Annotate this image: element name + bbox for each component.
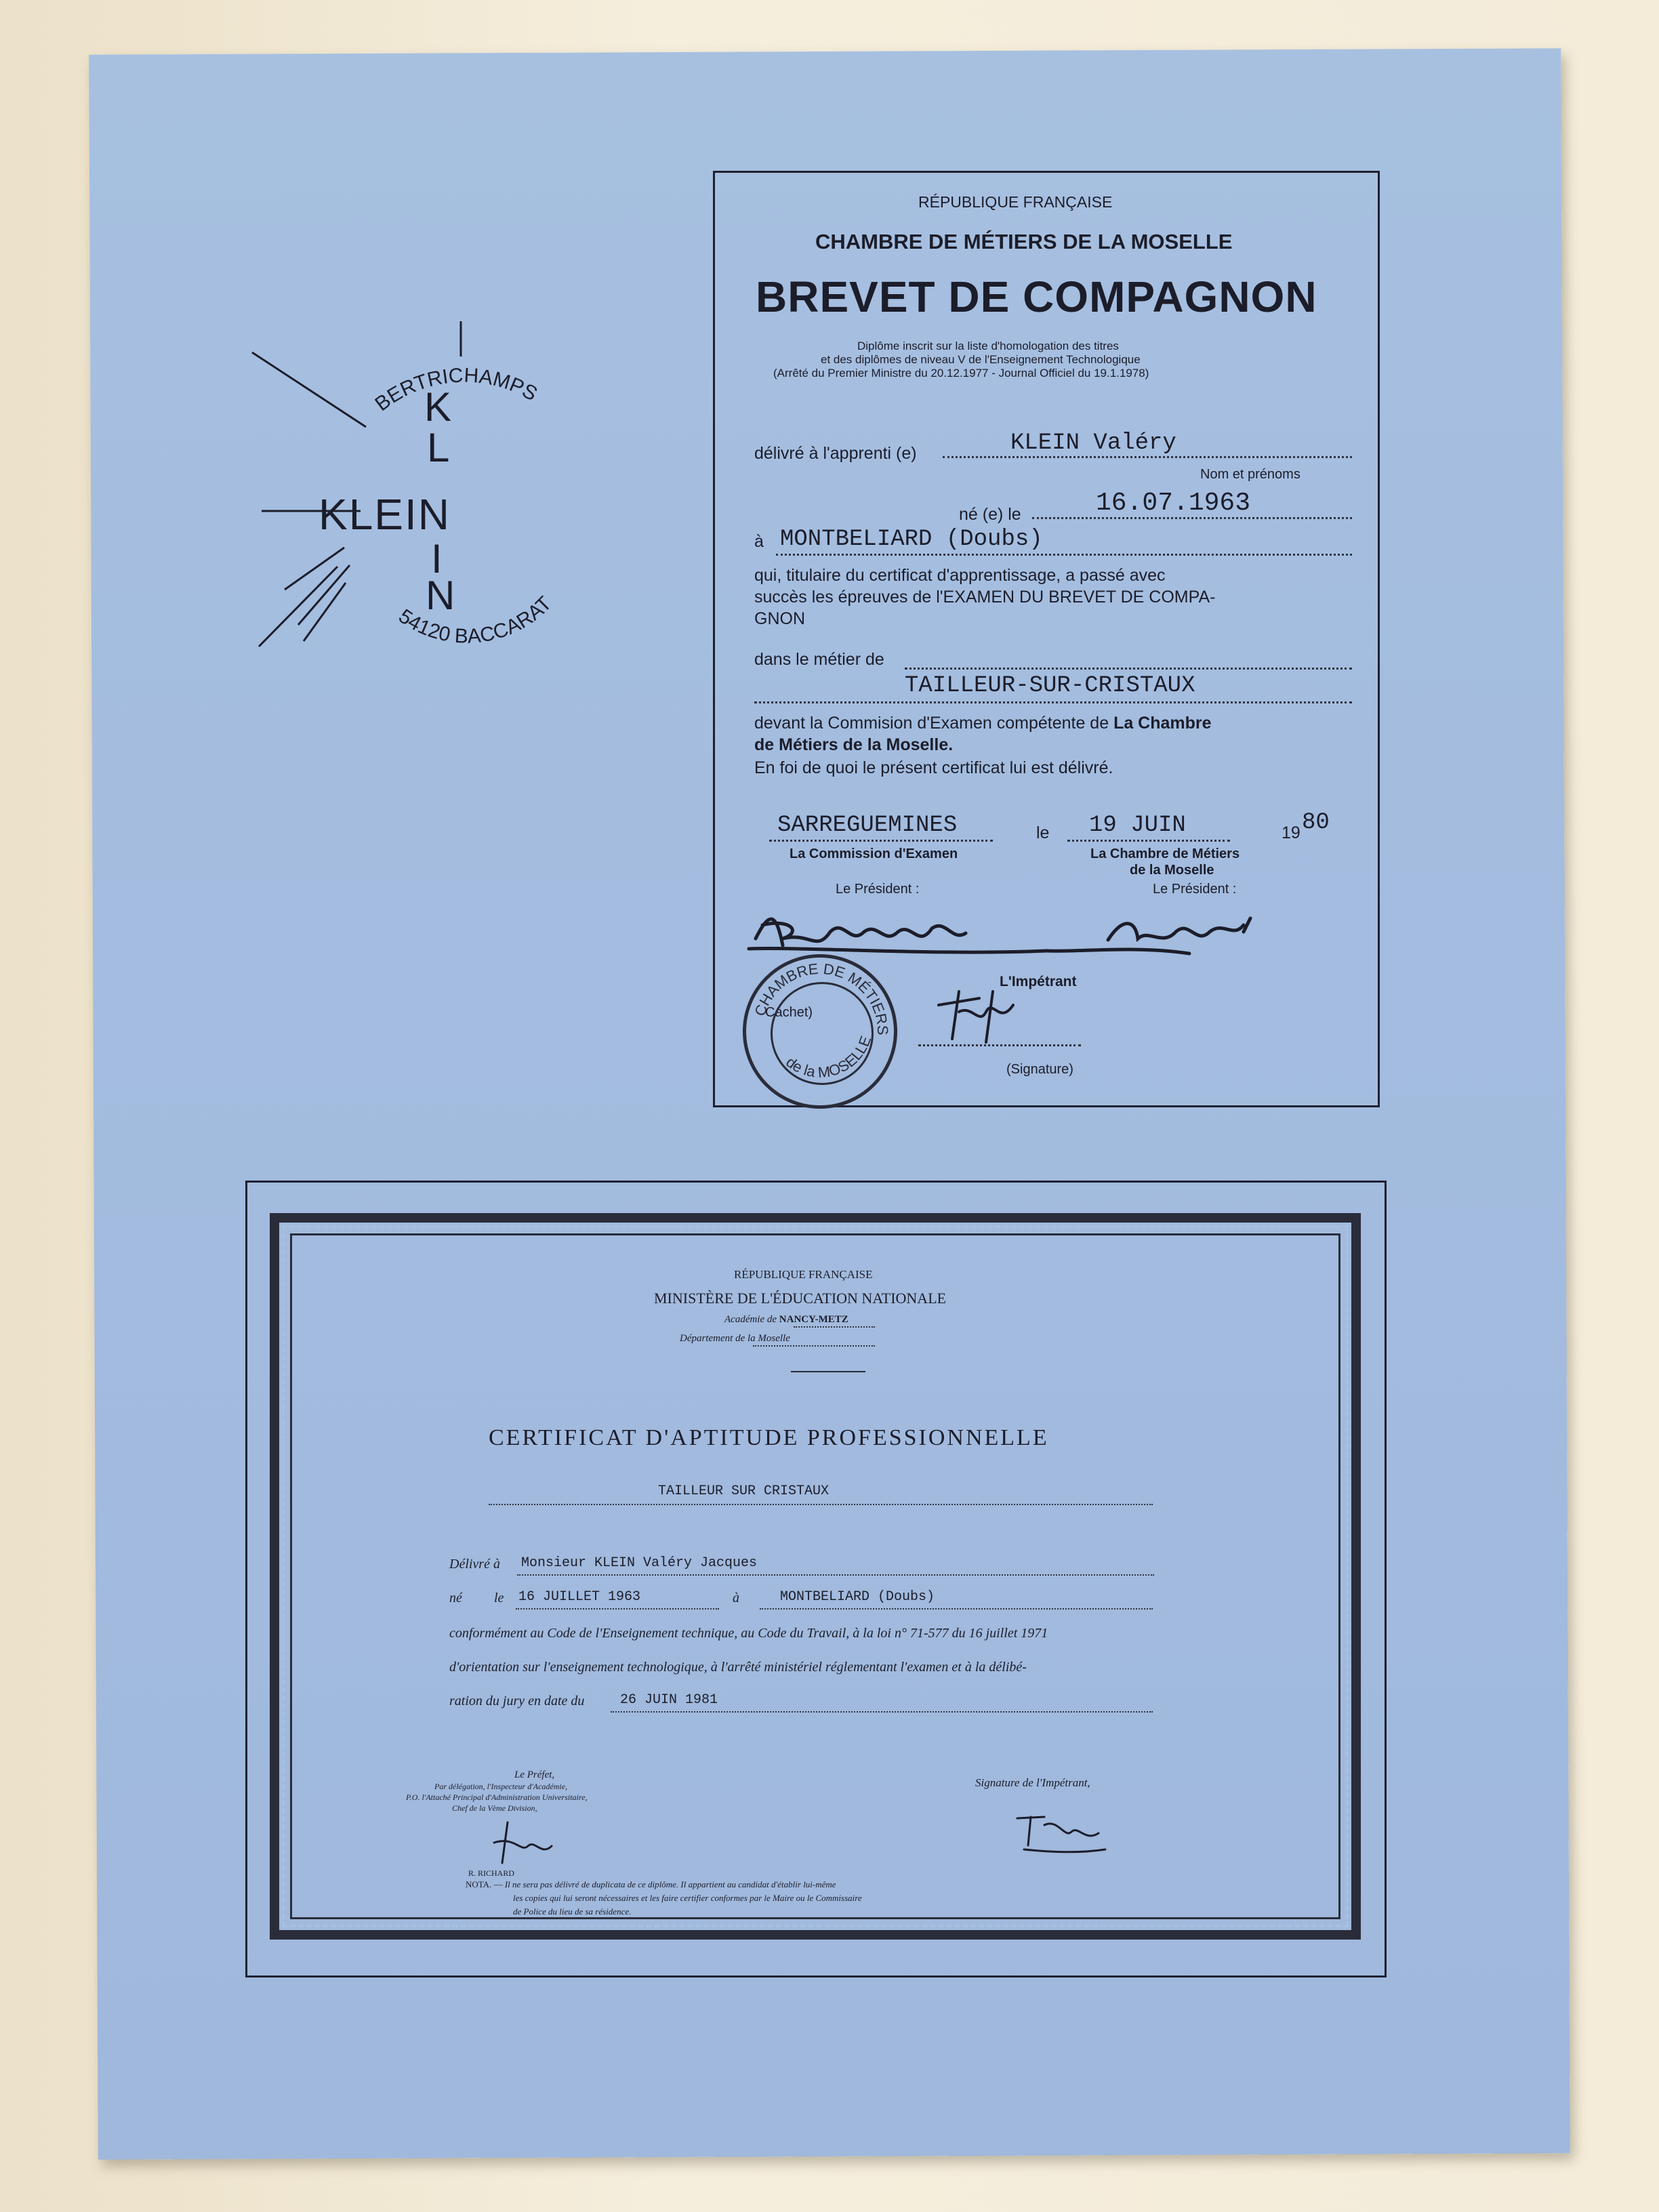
cap-nota-3: de Police du lieu de sa résidence. xyxy=(513,1906,632,1917)
brevet-cachet: Cachet) xyxy=(765,1005,813,1020)
cap-delegation-2: P.O. l'Attaché Principal d'Administration Universitaire, xyxy=(406,1793,588,1802)
cap-department xyxy=(680,1333,790,1345)
logo-rays xyxy=(230,291,583,671)
cap-title: CERTIFICAT D'APTITUDE PROFESSIONNELLE xyxy=(489,1425,1049,1450)
logo-letter-l: L xyxy=(427,425,450,470)
cap-text-3: ration du jury en date du xyxy=(449,1694,585,1708)
cap-trade-dotline xyxy=(489,1504,1153,1505)
brevet-title: BREVET DE COMPAGNON xyxy=(756,272,1317,321)
brevet-trade-label: dans le métier de xyxy=(754,650,884,669)
brevet-place-prefix: à xyxy=(754,532,764,551)
brevet-year-prefix: 19 xyxy=(1282,823,1300,842)
klein-logo xyxy=(230,291,583,671)
cap-nota-1: Il ne sera pas délivré de duplicata de ce diplôme. Il appartient au candidat d'établir lui-même xyxy=(504,1879,836,1889)
stamp-text-top: CHAMBRE DE MÉTIERS xyxy=(751,960,892,1036)
brevet-president-left: Le Président : xyxy=(836,882,920,897)
stamp-text-bottom: de la MOSELLE xyxy=(783,1033,875,1082)
cap-divider xyxy=(791,1371,865,1372)
brevet-chamber-caption-2: de la Moselle xyxy=(1130,863,1214,878)
brevet-born-value: 16.07.1963 xyxy=(1096,489,1251,518)
brevet-text-4 xyxy=(754,714,1212,733)
cap-nota-line-1 xyxy=(466,1879,836,1890)
prefet-signature xyxy=(487,1816,569,1870)
brevet-impetrant: L'Impétrant xyxy=(1000,974,1077,989)
brevet-name-dotline xyxy=(943,456,1352,458)
cap-born-label: né xyxy=(449,1591,462,1605)
cap-nota-label: NOTA. — xyxy=(466,1879,503,1889)
brevet-trade-dotline-2 xyxy=(754,701,1352,703)
brevet-name-value: KLEIN Valéry xyxy=(1010,430,1176,456)
cap-impetrant-signature-mark xyxy=(1004,1805,1112,1859)
cap-jury-date: 26 JUIN 1981 xyxy=(620,1692,718,1708)
cap-academy-value: NANCY-METZ xyxy=(779,1314,848,1325)
brevet-trade-dotline-1 xyxy=(905,668,1352,670)
brevet-subtitle-1: Diplôme inscrit sur la liste d'homologation des titres xyxy=(857,340,1119,352)
cap-delivered-label: Délivré à xyxy=(449,1557,500,1572)
impetrant-signature xyxy=(918,978,1081,1052)
brevet-commission-caption: La Commission d'Examen xyxy=(790,846,958,861)
chamber-stamp xyxy=(743,954,897,1109)
cap-prefet: Le Préfet, xyxy=(514,1769,555,1780)
cap-academy-label: Académie de xyxy=(724,1314,777,1325)
brevet-subtitle-2: et des diplômes de niveau V de l'Enseignement Technologique xyxy=(821,353,1141,366)
brevet-city-value: SARREGUEMINES xyxy=(777,813,958,838)
logo-letter-n: N xyxy=(426,573,455,618)
cap-impetrant-signature: Signature de l'Impétrant, xyxy=(975,1776,1090,1789)
brevet-signature-label: (Signature) xyxy=(1006,1062,1073,1077)
brevet-le-label: le xyxy=(1036,823,1050,842)
cap-le-label: le xyxy=(494,1591,504,1605)
cap-nota-2: les copies qui lui seront nécessaires et les faire certifier conformes par le Maire ou le Commissaire xyxy=(513,1893,862,1903)
cap-academy xyxy=(724,1314,848,1326)
cap-place-dotline xyxy=(760,1608,1153,1610)
logo-letter-i: I xyxy=(431,536,443,581)
brevet-signature-dotline xyxy=(918,1044,1081,1046)
brevet-text-5: de Métiers de la Moselle. xyxy=(754,735,954,754)
brevet-name-caption: Nom et prénoms xyxy=(1200,467,1300,482)
cap-text-1: conformément au Code de l'Enseignement technique, au Code du Travail, à la loi n° 71-577 du 16 juillet 1971 xyxy=(449,1626,1048,1641)
logo-arc-top: BERTRICHAMPS xyxy=(371,364,541,416)
cap-born-value: 16 JUILLET 1963 xyxy=(518,1589,641,1605)
brevet-subtitle-3: (Arrêté du Premier Ministre du 20.12.1977 - Journal Officiel du 19.1.1978) xyxy=(773,367,1149,380)
brevet-text-4b: La Chambre xyxy=(1113,714,1212,733)
cap-department-value: de la Moselle xyxy=(735,1333,790,1344)
brevet-text-4a: devant la Commision d'Examen compétente de xyxy=(754,714,1109,733)
brevet-day-month-value: 19 JUIN xyxy=(1089,813,1186,838)
brevet-delivered-label: délivré à l'apprenti (e) xyxy=(754,444,917,463)
cap-text-2: d'orientation sur l'enseignement technologique, à l'arrêté ministériel réglementant l'examen et à la délibé- xyxy=(449,1660,1027,1675)
brevet-chamber: CHAMBRE DE MÉTIERS DE LA MOSELLE xyxy=(815,230,1233,253)
brevet-chamber-caption-1: La Chambre de Métiers xyxy=(1090,846,1240,861)
cap-department-dotline xyxy=(753,1345,875,1347)
brevet-born-label: né (e) le xyxy=(959,505,1021,524)
cap-delegation-1: Par délégation, l'Inspecteur d'Académie, xyxy=(434,1782,568,1791)
brevet-text-6: En foi de quoi le présent certificat lui est délivré. xyxy=(754,758,1113,777)
cap-delivered-value: Monsieur KLEIN Valéry Jacques xyxy=(521,1555,758,1571)
cap-certificate xyxy=(290,1233,1340,1919)
brevet-day-dotline xyxy=(1067,840,1230,842)
cap-signer: R. RICHARD xyxy=(468,1868,515,1878)
brevet-city-dotline xyxy=(769,840,993,842)
brevet-place-dotline xyxy=(776,554,1352,556)
brevet-republic: RÉPUBLIQUE FRANÇAISE xyxy=(918,193,1113,211)
brevet-born-dotline xyxy=(1032,517,1352,519)
cap-delegation-3: Chef de la Vème Division, xyxy=(452,1803,537,1813)
logo-arc-bottom: 54120 BACCARAT xyxy=(394,592,556,648)
cap-delivered-dotline xyxy=(517,1574,1154,1576)
brevet-text-2: succès les épreuves de l'EXAMEN DU BREVET DE COMPA- xyxy=(754,588,1216,607)
logo-letter-k: K xyxy=(424,384,452,430)
logo-horizontal-klein: KLEIN xyxy=(319,490,451,539)
cap-academy-dotline xyxy=(794,1326,875,1328)
stamp-text-ring xyxy=(746,958,894,1105)
cap-born-dotline xyxy=(516,1608,719,1610)
cap-place-value: MONTBELIARD (Doubs) xyxy=(780,1589,935,1605)
cap-trade: TAILLEUR SUR CRISTAUX xyxy=(658,1483,830,1499)
cap-ministry: MINISTÈRE DE L'ÉDUCATION NATIONALE xyxy=(654,1290,947,1307)
cap-republic: RÉPUBLIQUE FRANÇAISE xyxy=(734,1268,873,1281)
brevet-place-value: MONTBELIARD (Doubs) xyxy=(780,527,1043,552)
brevet-text-1: qui, titulaire du certificat d'apprentissage, a passé avec xyxy=(754,566,1166,585)
cap-department-label: Département xyxy=(680,1333,733,1344)
brevet-trade-value: TAILLEUR-SUR-CRISTAUX xyxy=(905,673,1195,699)
cap-jury-dotline xyxy=(611,1711,1153,1713)
brevet-president-right: Le Président : xyxy=(1153,882,1237,897)
brevet-text-3: GNON xyxy=(754,609,805,628)
brevet-year-suffix: 80 xyxy=(1302,810,1330,836)
cap-a-label: à xyxy=(733,1591,739,1605)
